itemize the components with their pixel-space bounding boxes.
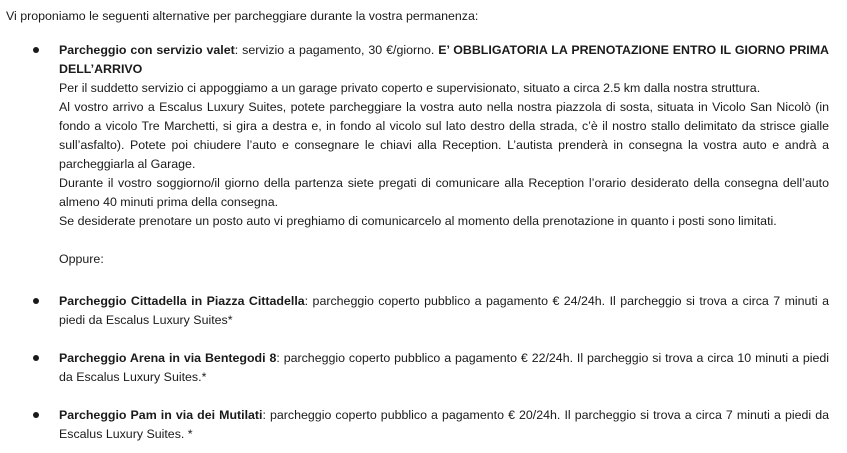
bullet-icon	[33, 355, 39, 361]
valet-text	[59, 41, 829, 269]
bullet-icon	[33, 47, 39, 53]
cittadella-desc: : parcheggio coperto pubblico a pagamento € 24/24h. Il parcheggio si trova a circa 7 minuti a piedi da Escalus Luxury Suites*	[59, 294, 829, 327]
cittadella-name: Parcheggio Cittadella in Piazza Cittadella	[59, 294, 305, 308]
oppure-label: Oppure:	[59, 252, 104, 266]
valet-paragraph-3: Durante il vostro soggiorno/il giorno della partenza siete pregati di comunicare alla Reception l’orario desiderato della consegna dell’auto almeno 40 minuti prima della consegna.	[59, 176, 829, 209]
valet-paragraph-2: Al vostro arrivo a Escalus Luxury Suites, potete parcheggiare la vostra auto nella nostra piazzola di sosta, situata in Vicolo San Nicolò (in fondo a vicolo Tre Marchetti, si gira a destra e, in fondo al vicolo sul lato destro della strada, c’è il nostro stallo delimitato da strisce gialle sull’asfalto). Potete poi chiudere l’auto e consegnare le chiavi alla Reception. L’autista prenderà in consegna la vostra auto e andrà a parcheggiarla al Garage.	[59, 100, 829, 171]
bullet-icon	[33, 412, 39, 418]
arena-desc: : parcheggio coperto pubblico a pagamento € 22/24h. Il parcheggio si trova a circa 10 minuti a piedi da Escalus Luxury Suites.*	[59, 351, 830, 384]
intro-text: Vi proponiamo le seguenti alternative per parcheggiare durante la vostra permanenza:	[6, 9, 479, 23]
cittadella-text	[59, 292, 829, 330]
pam-desc: : parcheggio coperto pubblico a pagamento € 20/24h. Il parcheggio si trova a circa 7 minuti a piedi da Escalus Luxury Suites. *	[59, 408, 829, 441]
pam-text	[59, 406, 829, 444]
valet-price: : servizio a pagamento, 30 €/giorno.	[234, 43, 439, 57]
valet-mandatory-notice: E’ OBBLIGATORIA LA PRENOTAZIONE ENTRO IL GIORNO PRIMA DELL’ARRIVO	[59, 43, 829, 76]
arena-name: Parcheggio Arena in via Bentegodi 8	[59, 351, 277, 365]
valet-heading	[59, 41, 829, 79]
valet-paragraph-1: Per il suddetto servizio ci appoggiamo a un garage privato coperto e supervisionato, situato a circa 2.5 km dalla nostra struttura.	[59, 81, 761, 95]
pam-name: Parcheggio Pam in via dei Mutilati	[59, 408, 263, 422]
bullet-icon	[33, 298, 39, 304]
arena-text	[59, 349, 829, 387]
valet-name: Parcheggio con servizio valet	[59, 43, 235, 57]
valet-paragraph-4: Se desiderate prenotare un posto auto vi preghiamo di comunicarcelo al momento della prenotazione in quanto i posti sono limitati.	[59, 214, 777, 228]
